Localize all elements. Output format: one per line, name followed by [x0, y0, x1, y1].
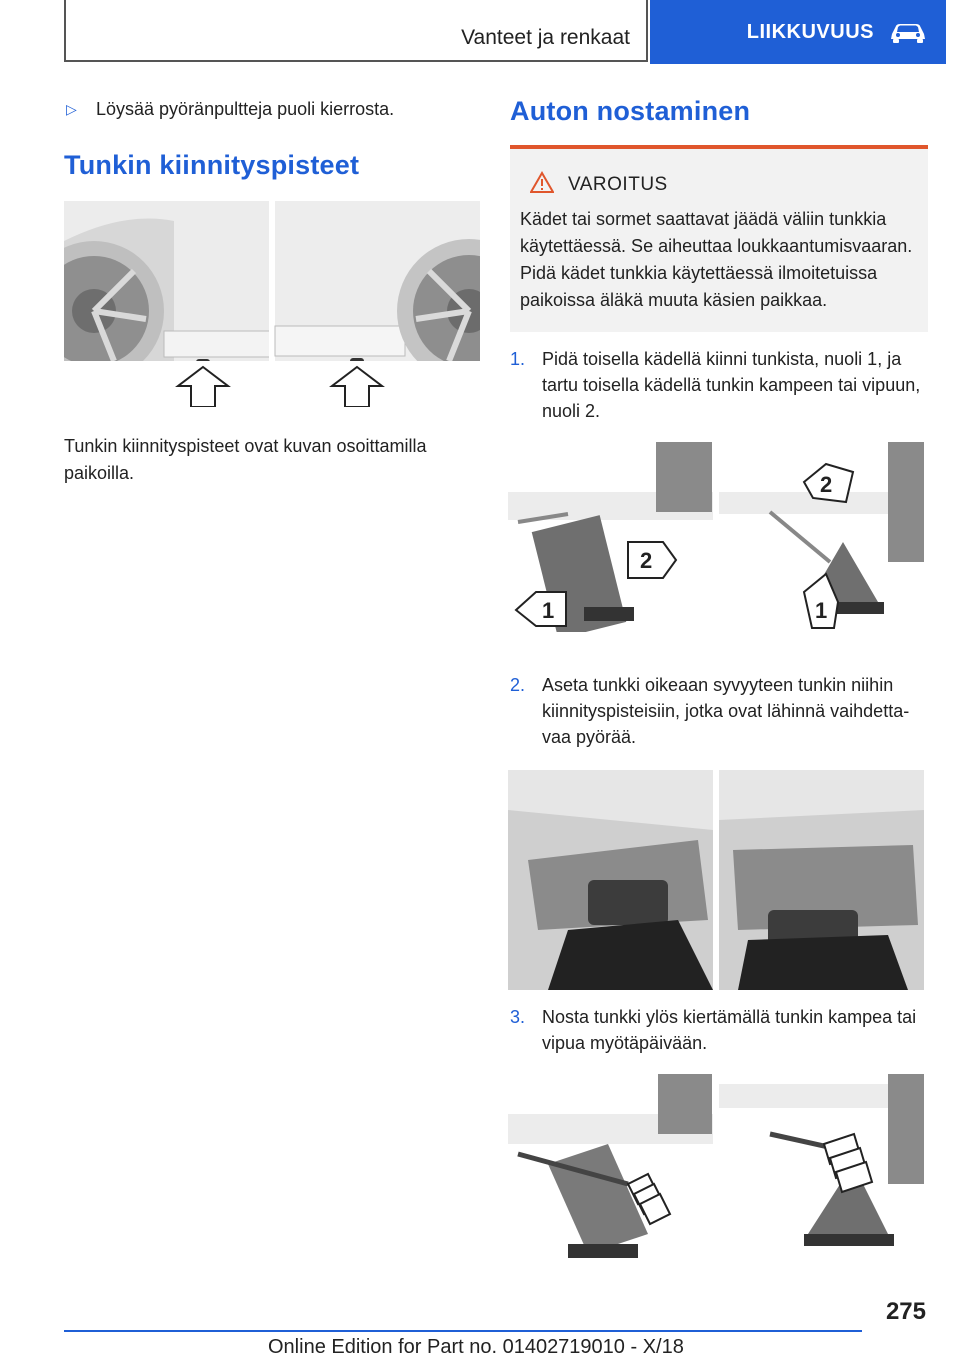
figure-label-2a: 2 [640, 548, 653, 573]
figure-label-1a: 1 [542, 598, 555, 623]
left-column [64, 96, 480, 487]
step-number: 1. [510, 349, 526, 369]
step-3-figure [508, 1074, 924, 1264]
jack-points-figure [64, 201, 480, 407]
lifting-car-heading: Auton nostaminen [510, 96, 751, 126]
chapter-tab[interactable] [650, 0, 946, 64]
warning-header [520, 171, 918, 198]
page-number: 275 [885, 1298, 926, 1325]
warning-box [510, 145, 928, 332]
step-1-figure [508, 442, 924, 632]
warning-title: VAROITUS [568, 173, 668, 195]
jack-points-caption: Tunkin kiinnityspisteet ovat kuvan osoittamilla paikoilla. [64, 436, 427, 483]
step-2-figure [508, 770, 924, 990]
right-column [510, 96, 928, 1264]
section-title-box [64, 0, 648, 62]
car-icon [888, 20, 928, 44]
triangle-bullet-icon: ▷ [66, 101, 77, 117]
step-2 [510, 672, 928, 750]
section-title: Vanteet ja renkaat [461, 26, 630, 49]
figure-label-1b: 1 [815, 598, 828, 623]
jack-points-heading: Tunkin kiinnityspisteet [64, 150, 360, 180]
page-header [0, 0, 960, 66]
chapter-tab-label: LIIKKUVUUS [746, 20, 874, 43]
loosen-bolts-text: Löysää pyöränpultteja puoli kierrosta. [96, 99, 395, 119]
step-text: Nosta tunkki ylös kiertämällä tunkin kampea tai vipua myötäpäivään. [542, 1007, 917, 1053]
footer-divider [64, 1330, 862, 1332]
warning-text: Kädet tai sormet saattavat jäädä väliin tunkkia käytettäessä. Se aiheuttaa loukkaantumisvaaran. Pidä kädet tunkkia käytettäessä ilmoitetuissa paikoissa äläkä muuta käsien paikkaa. [520, 209, 913, 310]
step-text: Aseta tunkki oikeaan syvyyteen tunkin niihin kiinnityspisteisiin, jotka ovat lähinnä vaihdettavaa pyörää. [542, 675, 910, 747]
loosen-bolts-item [64, 96, 480, 122]
step-3 [510, 1004, 928, 1056]
step-text: Pidä toisella kädellä kiinni tunkista, nuoli 1, ja tartu toisella kädellä tunkin kampeen tai vipuun, nuoli 2. [542, 349, 921, 421]
step-1 [510, 346, 928, 424]
figure-label-2b: 2 [820, 472, 833, 497]
step-number: 3. [510, 1007, 526, 1027]
step-number: 2. [510, 675, 526, 695]
warning-triangle-icon [530, 171, 554, 198]
footer-edition: Online Edition for Part no. 01402719010 - X/18 [268, 1336, 684, 1358]
